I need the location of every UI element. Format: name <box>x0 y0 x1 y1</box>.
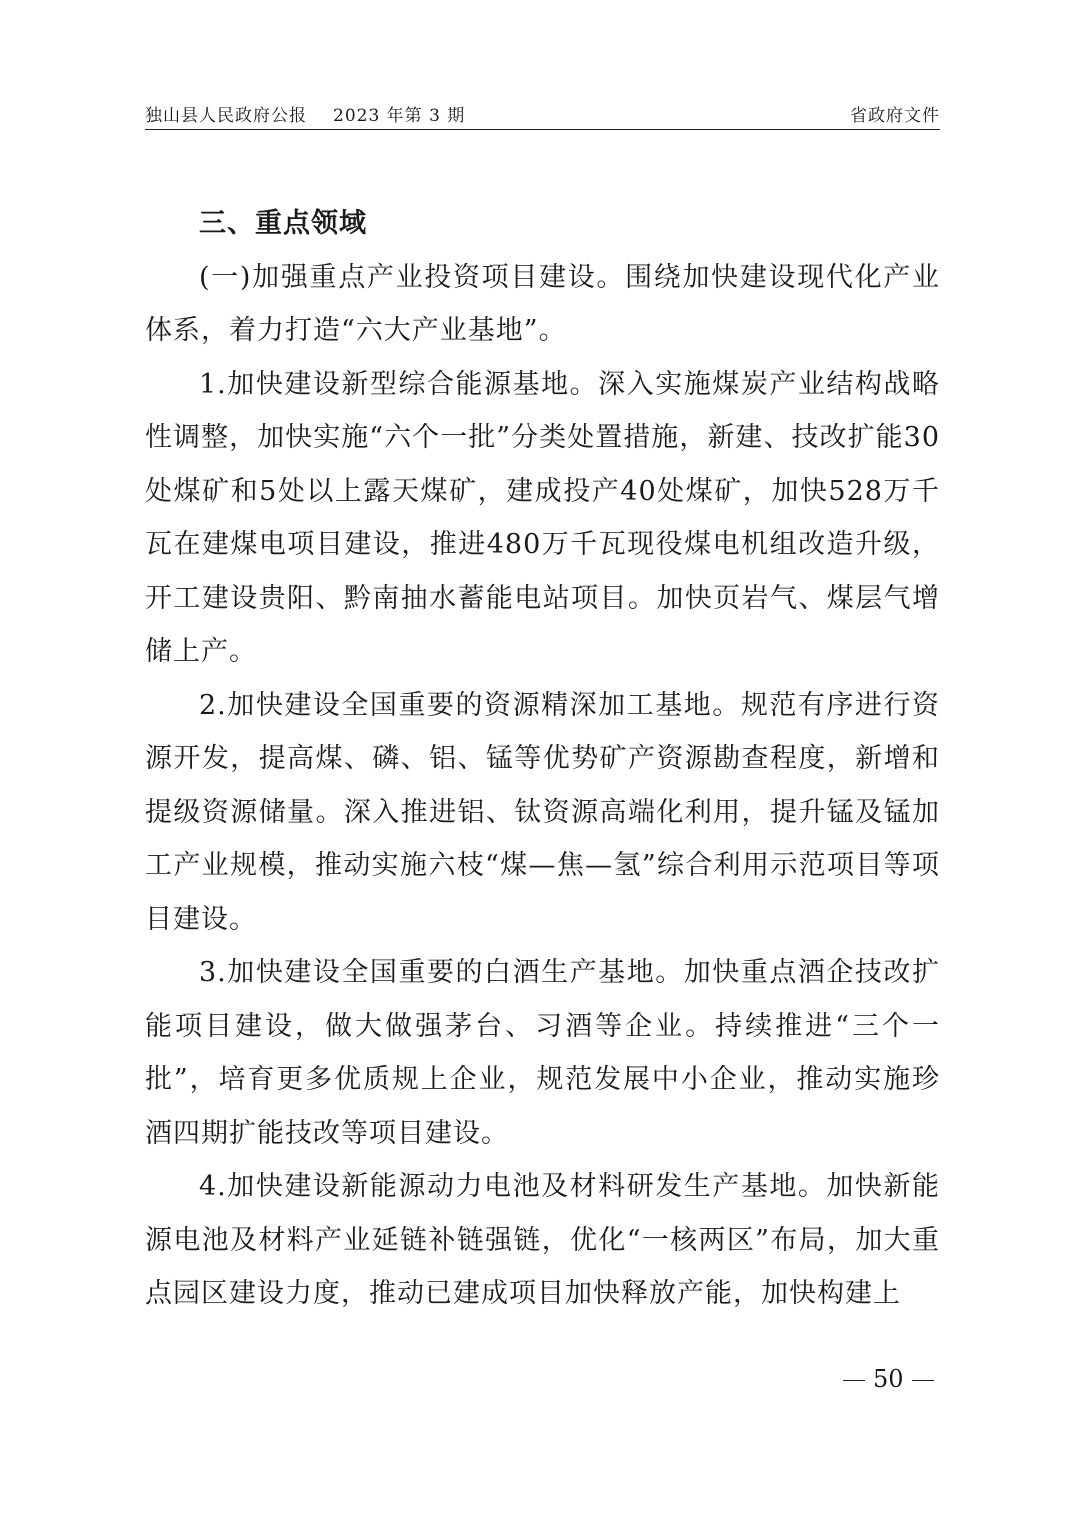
paragraph-item-3: 3.加快建设全国重要的白酒生产基地。加快重点酒企技改扩能项目建设，做大做强茅台、习酒等企业。持续推进“三个一批”，培育更多优质规上企业，规范发展中小企业，推动实施珍酒四期扩能技改等项目建设。 <box>145 957 940 1149</box>
document-body <box>145 197 940 1321</box>
section-label: 省政府文件 <box>850 106 940 126</box>
dash-left <box>843 1380 865 1381</box>
issue-label: 2023 年第 3 期 <box>333 106 466 126</box>
intro-paragraph: (一)加强重点产业投资项目建设。围绕加快建设现代化产业体系，着力打造“六大产业基地”。 <box>145 261 940 346</box>
header-left <box>145 103 465 129</box>
publication-name: 独山县人民政府公报 <box>145 106 307 126</box>
dash-right <box>912 1380 934 1381</box>
page-header <box>145 103 940 129</box>
section-heading: 三、重点领域 <box>199 208 367 239</box>
paragraph-item-2: 2.加快建设全国重要的资源精深加工基地。规范有序进行资源开发，提高煤、磷、铝、锰等优势矿产资源勘查程度，新增和提级资源储量。深入推进铝、钛资源高端化利用，提升锰及锰加工产业规模，推动实施六枝“煤—焦—氢”综合利用示范项目等项目建设。 <box>145 689 940 935</box>
page-number-footer <box>835 1362 940 1396</box>
header-divider <box>145 129 940 130</box>
paragraph-item-4: 4.加快建设新能源动力电池及材料研发生产基地。加快新能源电池及材料产业延链补链强链，优化“一核两区”布局，加大重点园区建设力度，推动已建成项目加快释放产能，加快构建上 <box>145 1171 940 1309</box>
page-number: 50 <box>873 1365 904 1393</box>
paragraph-item-1: 1.加快建设新型综合能源基地。深入实施煤炭产业结构战略性调整，加快实施“六个一批”分类处置措施，新建、技改扩能30处煤矿和5处以上露天煤矿，建成投产40处煤矿，加快528万千瓦在建煤电项目建设，推进480万千瓦现役煤电机组改造升级，开工建设贵阳、黔南抽水蓄能电站项目。加快页岩气、煤层气增储上产。 <box>145 368 940 667</box>
